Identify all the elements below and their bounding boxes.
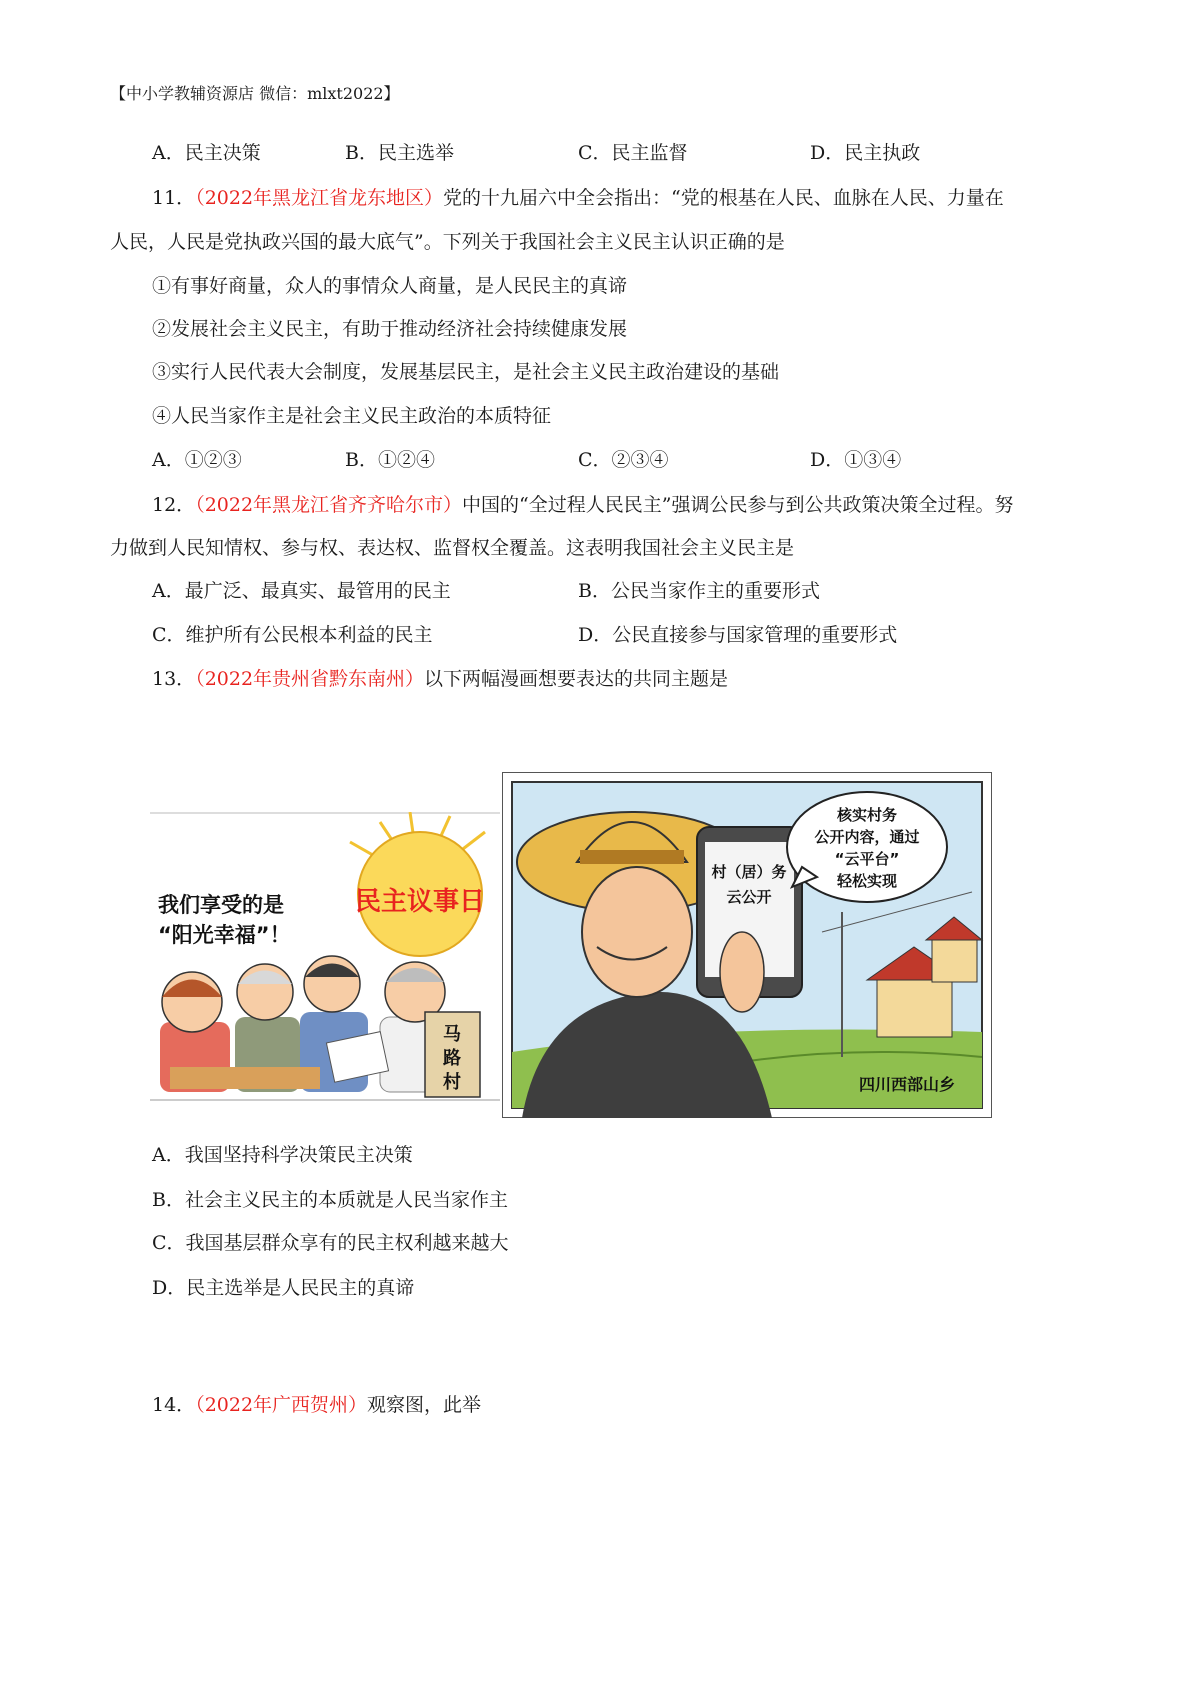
q11-option-b: B．①②④ <box>345 449 435 471</box>
q12-stem-line2: 力做到人民知情权、参与权、表达权、监督权全覆盖。这表明我国社会主义民主是 <box>110 537 795 559</box>
q10-option-c: C．民主监督 <box>578 142 688 164</box>
q10-option-a: A．民主决策 <box>152 142 261 164</box>
svg-text:轻松实现: 轻松实现 <box>836 872 898 890</box>
village-sign <box>425 1012 480 1097</box>
q14-text: 观察图，此举 <box>367 1394 482 1416</box>
speech-line2: “阳光幸福”！ <box>158 923 291 947</box>
q12-option-c: C．维护所有公民根本利益的民主 <box>152 624 433 646</box>
q11-option-d: D．①③④ <box>810 449 902 471</box>
speech-line1: 我们享受的是 <box>158 893 284 917</box>
svg-text:核实村务: 核实村务 <box>836 806 898 824</box>
q13-option-c: C．我国基层群众享有的民主权利越来越大 <box>152 1232 509 1254</box>
q12-option-b: B．公民当家作主的重要形式 <box>578 580 820 602</box>
q14-stem-line1 <box>152 1392 481 1418</box>
q12-option-d: D．公民直接参与国家管理的重要形式 <box>578 624 898 646</box>
q11-option-a: A．①②③ <box>152 449 242 471</box>
smartphone-icon <box>697 827 802 1012</box>
q13-number: 13． <box>152 668 196 690</box>
q13-option-b: B．社会主义民主的本质就是人民当家作主 <box>152 1189 508 1211</box>
q10-option-b: B．民主选举 <box>345 142 454 164</box>
q13-source: （2022年贵州省黔东南州） <box>195 668 425 690</box>
comic-democratic-meeting-day <box>150 812 500 1102</box>
q13-text: 以下两幅漫画想要表达的共同主题是 <box>424 668 729 690</box>
q14-number: 14． <box>152 1394 196 1416</box>
svg-text:公开内容，通过: 公开内容，通过 <box>814 828 920 846</box>
page-header: 【中小学教辅资源店 微信：mlxt2022】 <box>110 84 400 103</box>
svg-text:路: 路 <box>443 1048 461 1069</box>
q11-text: 党的十九届六中全会指出：“党的根基在人民、血脉在人民、力量在 <box>443 187 1004 209</box>
phone-text-line1: 村（居）务 <box>711 863 787 881</box>
svg-text:马: 马 <box>443 1024 461 1045</box>
q12-number: 12． <box>152 494 196 516</box>
q10-option-d: D．民主执政 <box>810 142 921 164</box>
q11-stem-line1 <box>152 185 1004 211</box>
q13-stem-line1 <box>152 666 728 692</box>
q12-source: （2022年黑龙江省齐齐哈尔市） <box>195 494 463 516</box>
q11-stem-line2: 人民，人民是党执政兴国的最大底气”。下列关于我国社会主义民主认识正确的是 <box>110 231 785 253</box>
q11-number: 11． <box>152 187 196 209</box>
svg-text:村: 村 <box>443 1072 461 1093</box>
q14-source: （2022年广西贺州） <box>195 1394 368 1416</box>
svg-text:“云平台”: “云平台” <box>834 850 900 868</box>
q11-item-2: ②发展社会主义民主，有助于推动经济社会持续健康发展 <box>152 318 628 340</box>
q12-stem-line1 <box>152 492 1013 518</box>
q11-item-1: ①有事好商量，众人的事情众人商量，是人民民主的真谛 <box>152 275 628 297</box>
villagers-group <box>160 956 460 1092</box>
comic-village-affairs-cloud <box>502 772 992 1118</box>
place-label: 四川西部山乡 <box>858 1075 956 1094</box>
q13-option-d: D．民主选举是人民民主的真谛 <box>152 1277 415 1299</box>
speech-bubble <box>787 792 947 902</box>
sun-label: 民主议事日 <box>354 887 486 917</box>
q12-option-a: A．最广泛、最真实、最管用的民主 <box>152 580 451 602</box>
q11-item-4: ④人民当家作主是社会主义民主政治的本质特征 <box>152 405 552 427</box>
q13-option-a: A．我国坚持科学决策民主决策 <box>152 1144 413 1166</box>
q11-item-3: ③实行人民代表大会制度，发展基层民主，是社会主义民主政治建设的基础 <box>152 361 780 383</box>
phone-text-line2: 云公开 <box>726 888 772 906</box>
q12-text: 中国的“全过程人民民主”强调公民参与到公共政策决策全过程。努 <box>462 494 1014 516</box>
q11-source: （2022年黑龙江省龙东地区） <box>195 187 444 209</box>
q11-option-c: C．②③④ <box>578 449 669 471</box>
